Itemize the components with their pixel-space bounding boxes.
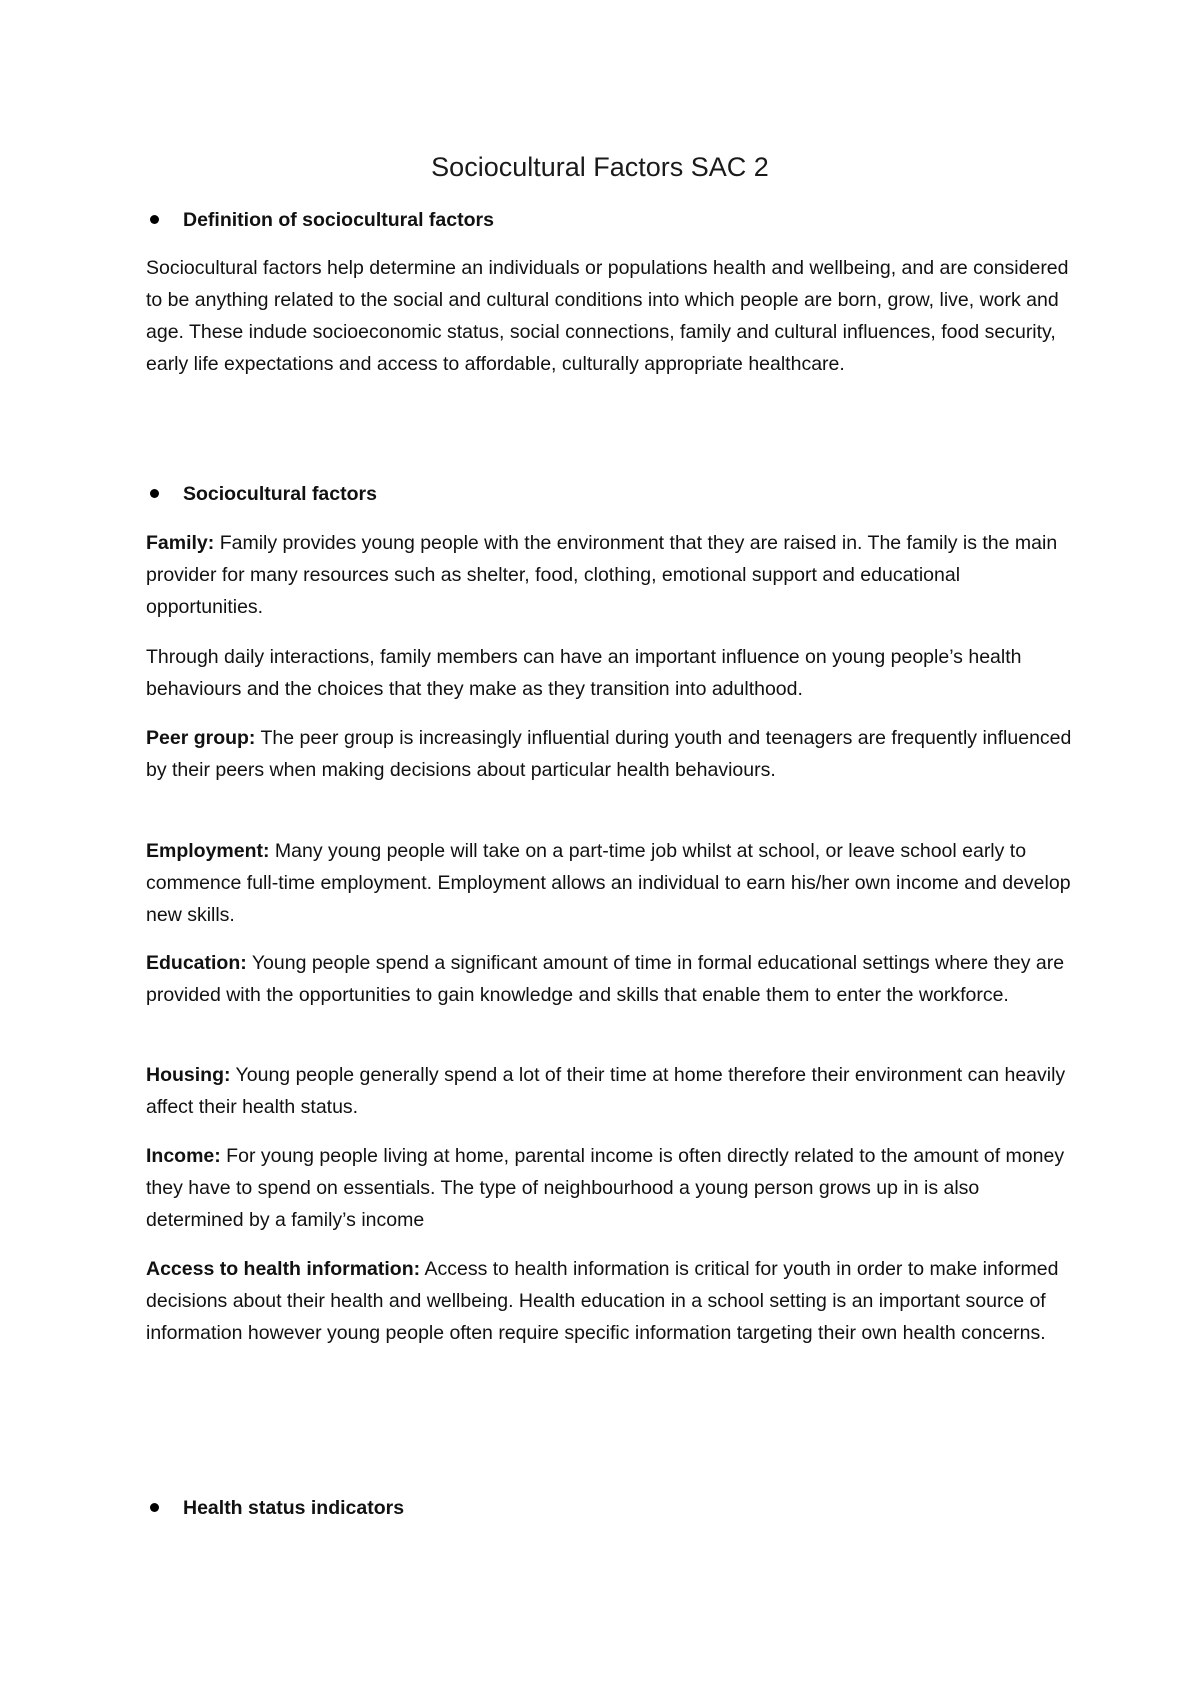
paragraph-label: Education:: [146, 952, 247, 974]
paragraph-education: [146, 947, 1076, 1011]
paragraph-text: The peer group is increasingly influential during youth and teenagers are frequently influenced by their peers when making decisions about particular health behaviours.: [146, 727, 1072, 781]
section-heading-text: Health status indicators: [183, 1497, 405, 1519]
section-heading-text: Sociocultural factors: [183, 483, 377, 505]
paragraph-label: Peer group:: [146, 727, 256, 749]
section-heading-sociocultural-factors: [183, 482, 377, 506]
paragraph-label: Access to health information:: [146, 1258, 421, 1280]
paragraph-family-interactions: [146, 641, 1076, 705]
paragraph-text: Sociocultural factors help determine an individuals or populations health and wellbeing, and are considered to be anything related to the social and cultural conditions into which people are born, grow, live, work and age. These indude socioeconomic status, social connections, family and cultural influences, food security, early life expectations and access to affordable, culturally appropriate healthcare.: [146, 257, 1069, 375]
paragraph-label: Income:: [146, 1145, 221, 1167]
paragraph-text: Through daily interactions, family members can have an important influence on young people’s health behaviours and the choices that they make as they transition into adulthood.: [146, 646, 1022, 700]
paragraph-text: Many young people will take on a part-time job whilst at school, or leave school early to commence full-time employment. Employment allows an individual to earn his/her own income and develop new skills.: [146, 840, 1071, 926]
paragraph-employment: [146, 835, 1076, 931]
bullet-icon: [150, 489, 159, 498]
paragraph-housing: [146, 1059, 1076, 1123]
paragraph-access-health-info: [146, 1253, 1076, 1349]
paragraph-income: [146, 1140, 1076, 1236]
section-heading-text: Definition of sociocultural factors: [183, 209, 494, 231]
paragraph-text: Family provides young people with the environment that they are raised in. The family is the main provider for many resources such as shelter, food, clothing, emotional support and educational opportunities.: [146, 532, 1058, 618]
bullet-icon: [150, 215, 159, 224]
section-heading-health-status: [183, 1496, 404, 1520]
document-title: Sociocultural Factors SAC 2: [431, 152, 769, 182]
paragraph-text: Access to health information is critical for youth in order to make informed decisions about their health and wellbeing. Health education in a school setting is an important source of information however young people often require specific information targeting their own health concerns.: [146, 1258, 1059, 1344]
paragraph-family: [146, 527, 1076, 623]
paragraph-text: For young people living at home, parental income is often directly related to the amount of money they have to spend on essentials. The type of neighbourhood a young person grows up in is also determined by a family’s income: [146, 1145, 1065, 1231]
paragraph-label: Housing:: [146, 1064, 231, 1086]
paragraph-text: Young people generally spend a lot of their time at home therefore their environment can heavily affect their health status.: [146, 1064, 1066, 1118]
paragraph-label: Family:: [146, 532, 215, 554]
section-heading-definition: [183, 208, 494, 232]
paragraph-definition: [146, 252, 1076, 380]
paragraph-text: Young people spend a significant amount of time in formal educational settings where they are provided with the opportunities to gain knowledge and skills that enable them to enter the workforce.: [146, 952, 1065, 1006]
paragraph-label: Employment:: [146, 840, 270, 862]
paragraph-peer-group: [146, 722, 1076, 786]
bullet-icon: [150, 1503, 159, 1512]
